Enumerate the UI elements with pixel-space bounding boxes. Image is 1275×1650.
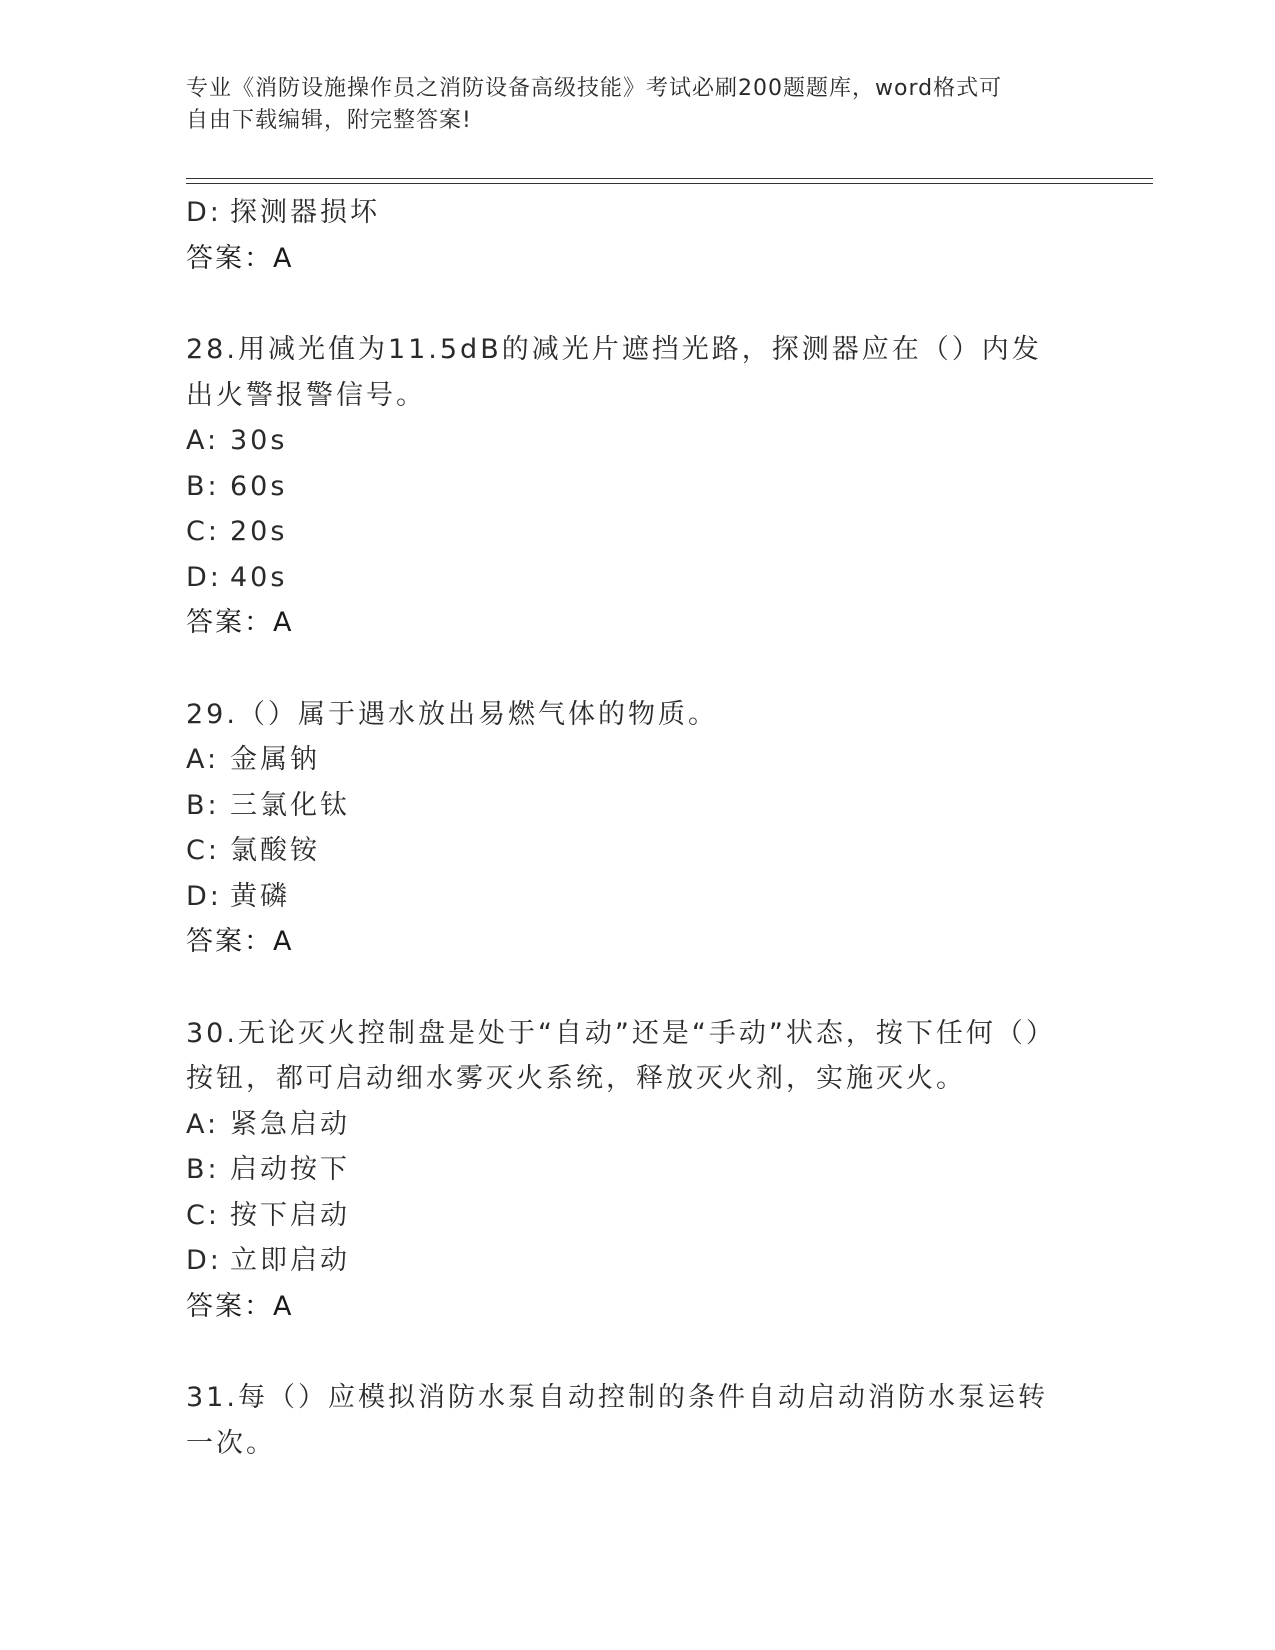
option-a xyxy=(186,737,1086,783)
option-text: 黄磷 xyxy=(230,880,290,912)
option-d xyxy=(186,190,1086,236)
question-29 xyxy=(186,692,1086,965)
header-divider-bottom xyxy=(186,183,1153,184)
option-text: 紧急启动 xyxy=(230,1108,350,1140)
option-label: B: xyxy=(186,789,220,821)
answer: 答案：A xyxy=(186,926,294,957)
option-label: D: xyxy=(186,880,222,912)
option-c xyxy=(186,1193,1086,1239)
option-text: 20s xyxy=(230,516,288,547)
option-c xyxy=(186,509,1086,555)
option-text: 启动按下 xyxy=(230,1154,350,1185)
answer: 答案：A xyxy=(186,1290,294,1322)
option-label: A: xyxy=(186,425,220,456)
option-label: A: xyxy=(186,1108,220,1140)
question-text: 31.每（）应模拟消防水泵自动控制的条件自动启动消防水泵运转一次。 xyxy=(186,1382,1048,1459)
answer: 答案：A xyxy=(186,242,294,274)
option-label: C: xyxy=(186,835,220,866)
option-text: 按下启动 xyxy=(230,1199,350,1231)
question-28 xyxy=(186,327,1086,646)
header-line-1: 专业《消防设施操作员之消防设备高级技能》考试必刷200题题库，word格式可 xyxy=(186,76,1003,101)
option-b xyxy=(186,783,1086,829)
option-label: B: xyxy=(186,470,220,502)
question-list xyxy=(186,190,1086,1466)
option-text: 60s xyxy=(230,470,288,502)
option-label: D: xyxy=(186,197,222,228)
question-text: 29.（）属于遇水放出易燃气体的物质。 xyxy=(186,698,718,730)
option-label: C: xyxy=(186,516,220,547)
header-divider-top xyxy=(186,178,1153,179)
question-30 xyxy=(186,1011,1086,1330)
option-text: 40s xyxy=(230,561,288,593)
option-label: D: xyxy=(186,1245,222,1276)
option-a xyxy=(186,418,1086,464)
option-c xyxy=(186,828,1086,874)
option-text: 30s xyxy=(230,425,288,456)
option-a xyxy=(186,1102,1086,1148)
option-text: 探测器损坏 xyxy=(230,197,380,228)
header-line-2: 自由下载编辑，附完整答案! xyxy=(186,108,472,133)
option-text: 立即启动 xyxy=(230,1245,350,1276)
question-31 xyxy=(186,1375,1086,1466)
option-label: A: xyxy=(186,744,220,775)
option-label: D: xyxy=(186,561,222,593)
option-text: 三氯化钛 xyxy=(230,789,350,821)
document-header xyxy=(186,73,1066,137)
option-text: 氯酸铵 xyxy=(230,835,320,866)
option-text: 金属钠 xyxy=(230,744,320,775)
option-b xyxy=(186,1147,1086,1193)
answer: 答案：A xyxy=(186,607,294,638)
option-label: B: xyxy=(186,1154,220,1185)
option-b xyxy=(186,464,1086,510)
option-d xyxy=(186,874,1086,920)
option-d xyxy=(186,555,1086,601)
question-text: 28.用减光值为11.5dB的减光片遮挡光路，探测器应在（）内发出火警报警信号。 xyxy=(186,334,1042,411)
question-text: 30.无论灭火控制盘是处于“自动”还是“手动”状态，按下任何（）按钮，都可启动细水雾灭火系统，释放灭火剂，实施灭火。 xyxy=(186,1017,1056,1094)
option-label: C: xyxy=(186,1199,220,1231)
option-d xyxy=(186,1238,1086,1284)
